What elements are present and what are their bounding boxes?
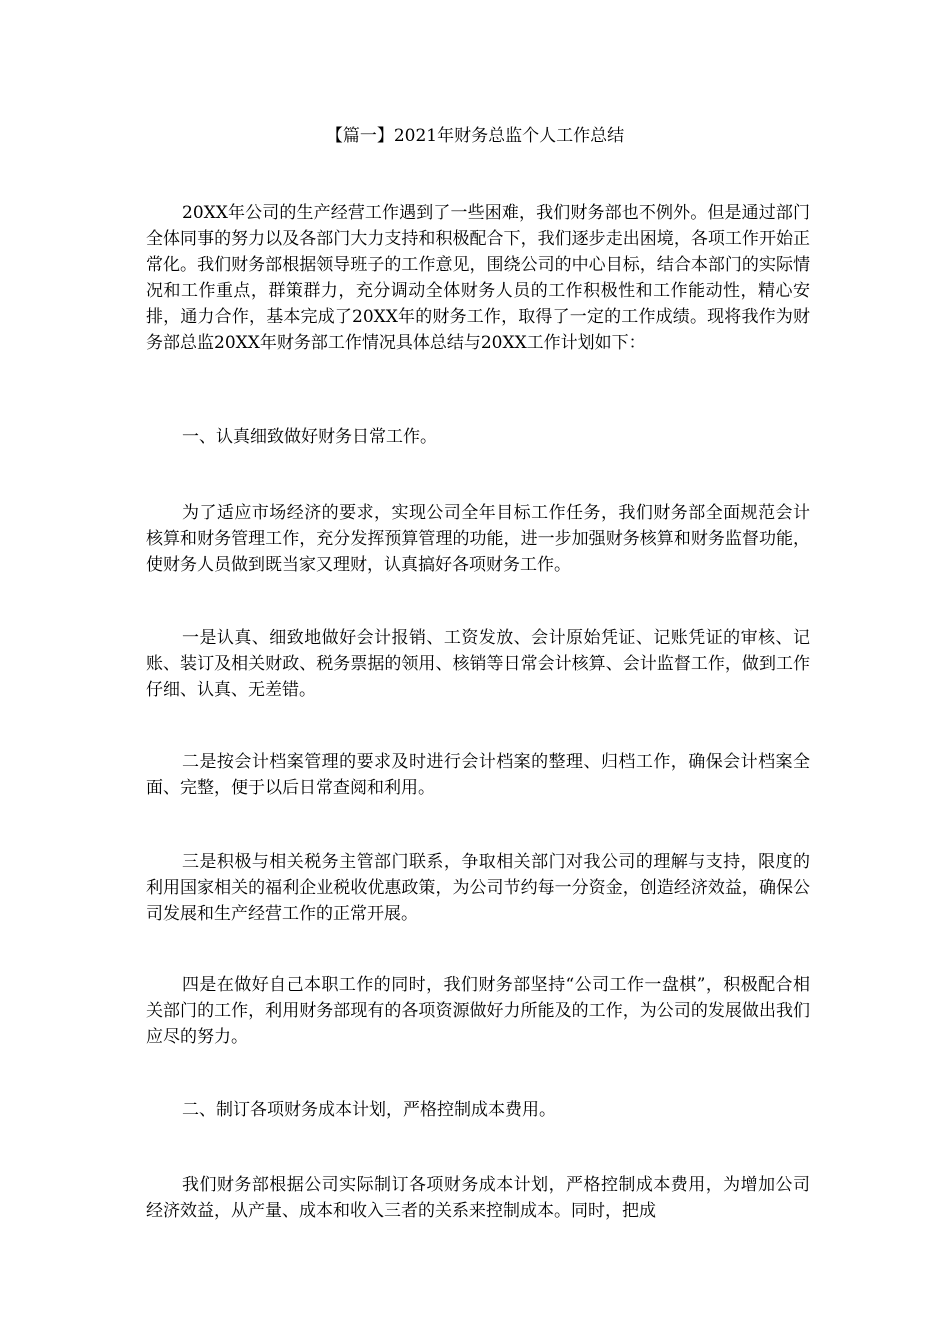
section-heading-2: 二、制订各项财务成本计划，严格控制成本费用。 <box>182 1100 556 1120</box>
paragraph-point-2: 二是按会计档案管理的要求及时进行会计档案的整理、归档工作，确保会计档案全面、完整，便于以后日常查阅和利用。 <box>146 752 810 798</box>
paragraph-section-1-intro: 为了适应市场经济的要求，实现公司全年目标工作任务，我们财务部全面规范会计核算和财务管理工作，充分发挥预算管理的功能，进一步加强财务核算和财务监督功能，使财务人员做到既当家又理财，认真搞好各项财务工作。 <box>146 503 810 575</box>
paragraph-intro: 20XX年公司的生产经营工作遇到了一些困难，我们财务部也不例外。但是通过部门全体同事的努力以及各部门大力支持和积极配合下，我们逐步走出困境，各项工作开始正常化。我们财务部根据领导班子的工作意见，围绕公司的中心目标，结合本部门的实际情况和工作重点，群策群力，充分调动全体财务人员的工作积极性和工作能动性，精心安排，通力合作，基本完成了20XX年的财务工作，取得了一定的工作成绩。现将我作为财务部总监20XX年财务部工作情况具体总结与20XX工作计划如下： <box>146 203 810 353</box>
paragraph-point-4: 四是在做好自己本职工作的同时，我们财务部坚持“公司工作一盘棋”，积极配合相关部门的工作，利用财务部现有的各项资源做好力所能及的工作，为公司的发展做出我们应尽的努力。 <box>146 975 810 1047</box>
paragraph-section-2-intro: 我们财务部根据公司实际制订各项财务成本计划，严格控制成本费用，为增加公司经济效益，从产量、成本和收入三者的关系来控制成本。同时，把成 <box>146 1175 810 1221</box>
document-title: 【篇一】2021年财务总监个人工作总结 <box>325 126 625 146</box>
paragraph-point-1: 一是认真、细致地做好会计报销、工资发放、会计原始凭证、记账凭证的审核、记账、装订及相关财政、税务票据的领用、核销等日常会计核算、会计监督工作，做到工作仔细、认真、无差错。 <box>146 628 810 700</box>
section-heading-1: 一、认真细致做好财务日常工作。 <box>182 427 437 447</box>
paragraph-point-3: 三是积极与相关税务主管部门联系，争取相关部门对我公司的理解与支持，限度的利用国家相关的福利企业税收优惠政策，为公司节约每一分资金，创造经济效益，确保公司发展和生产经营工作的正常开展。 <box>146 852 810 924</box>
